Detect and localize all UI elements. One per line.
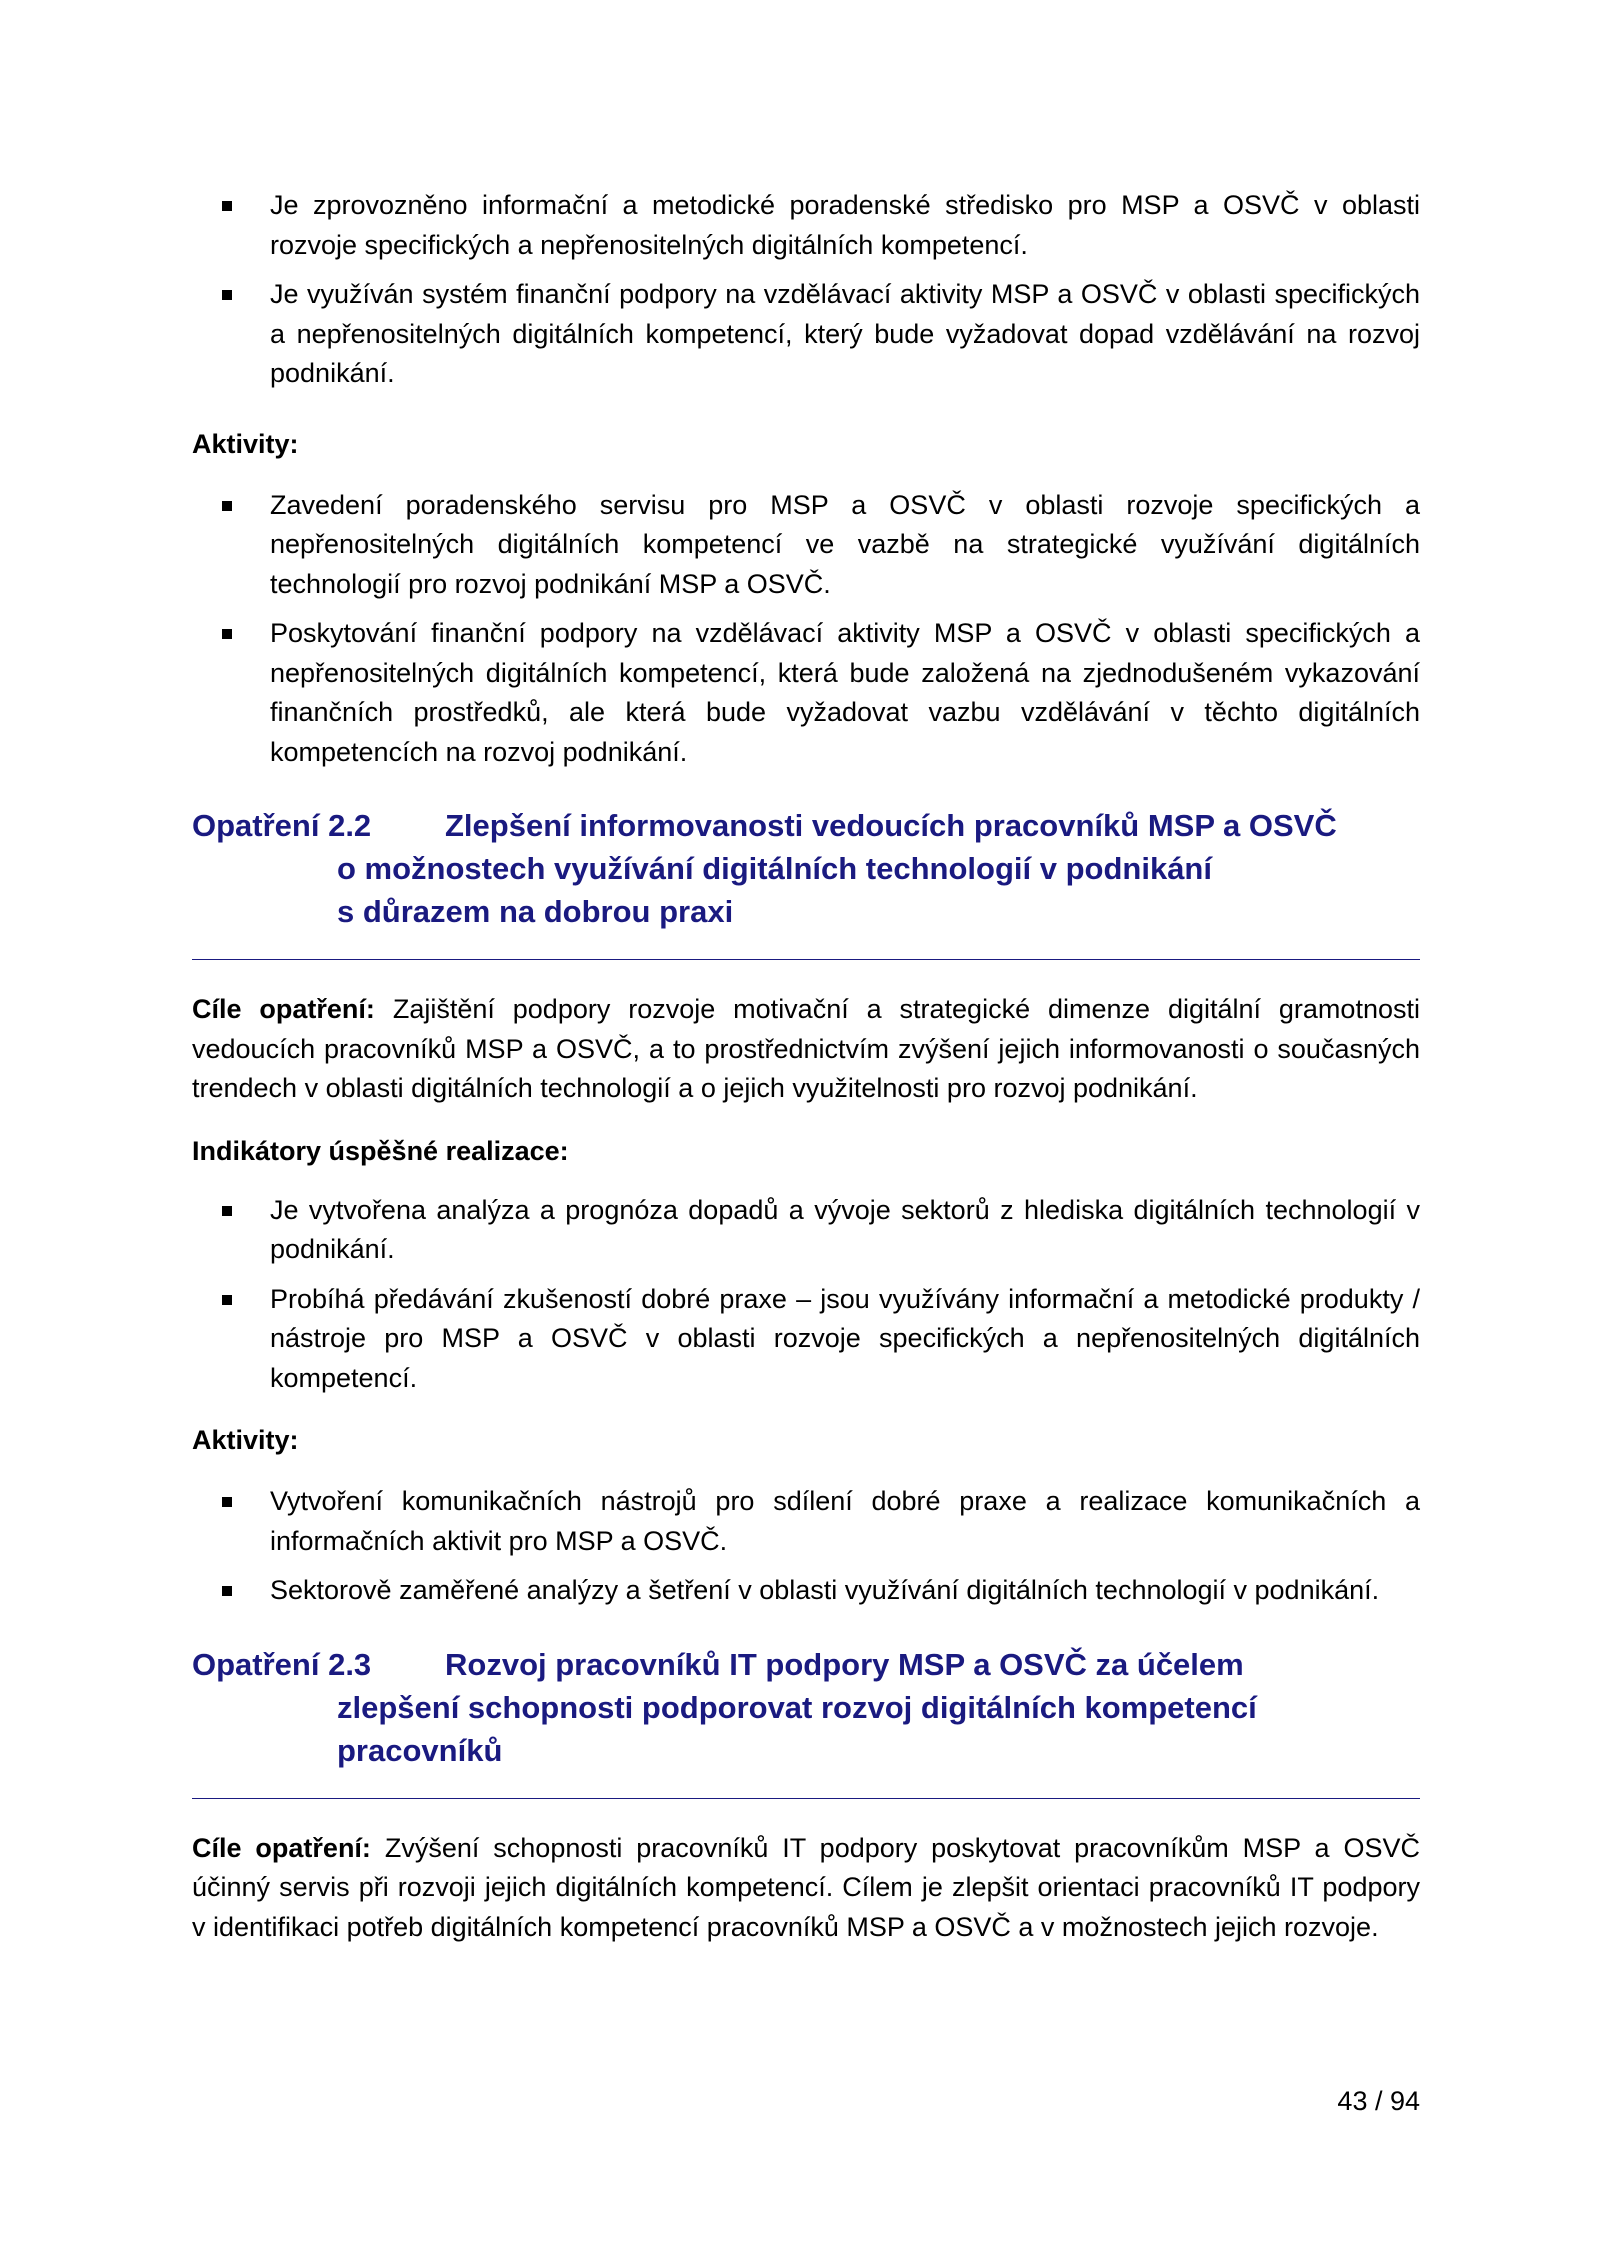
square-bullet-icon	[222, 629, 232, 639]
page-number: 43 / 94	[1337, 2086, 1420, 2116]
measure-number: Opatření 2.2	[192, 808, 372, 843]
square-bullet-icon	[222, 290, 232, 300]
list-item	[192, 1571, 1420, 1611]
measure-title-line: Rozvoj pracovníků IT podpory MSP a OSVČ za účelem	[445, 1646, 1244, 1682]
measure-title-line: Zlepšení informovanosti vedoucích pracovníků MSP a OSVČ	[445, 808, 1337, 843]
measure-2-3-heading	[192, 1643, 1420, 1772]
goal-label: Cíle opatření:	[192, 994, 375, 1024]
indicators-label: Indikátory úspěšné realizace:	[192, 1135, 569, 1166]
activities-label: Aktivity:	[192, 428, 299, 459]
bullet-text: Zavedení poradenského servisu pro MSP a OSVČ v oblasti rozvoje specifických a nepřenositelných digitálních kompetencí ve vazbě na strategické využívání digitálních technologií pro rozvoj podnikání MSP a OSVČ.	[270, 489, 1420, 599]
heading-divider	[192, 1798, 1420, 1799]
indicators-list	[192, 1191, 1420, 1399]
goal-label: Cíle opatření:	[192, 1832, 371, 1863]
square-bullet-icon	[222, 1206, 232, 1216]
top-bullet-list	[192, 186, 1420, 394]
bullet-text: Je zprovozněno informační a metodické poradenské středisko pro MSP a OSVČ v oblasti rozvoje specifických a nepřenositelných digitálních kompetencí.	[270, 190, 1420, 260]
square-bullet-icon	[222, 501, 232, 511]
measure-2-2-heading	[192, 804, 1420, 933]
heading-divider	[192, 959, 1420, 960]
activities-list	[192, 1482, 1420, 1611]
list-item	[192, 275, 1420, 394]
bullet-text: Sektorově zaměřené analýzy a šetření v oblasti využívání digitálních technologií v podnikání.	[270, 1575, 1380, 1605]
list-item	[192, 1482, 1420, 1561]
bullet-text: Je využíván systém finanční podpory na vzdělávací aktivity MSP a OSVČ v oblasti specifických a nepřenositelných digitálních kompetencí, který bude vyžadovat dopad vzdělávání na rozvoj podnikání.	[270, 279, 1420, 388]
measure-title-line: o možnostech využívání digitálních technologií v podnikání	[337, 851, 1212, 886]
goal-text: Zvýšení schopnosti pracovníků IT podpory poskytovat pracovníkům MSP a OSVČ účinný servis při rozvoji jejich digitálních kompetencí. Cílem je zlepšit orientaci pracovníků IT podpory v identifikaci potřeb digitálních kompetencí pracovníků MSP a OSVČ a v možnostech jejich rozvoje.	[192, 1832, 1420, 1942]
list-item	[192, 614, 1420, 772]
list-item	[192, 1280, 1420, 1399]
list-item	[192, 1191, 1420, 1270]
page-content	[192, 186, 1420, 1947]
goal-text: Zajištění podpory rozvoje motivační a strategické dimenze digitální gramotnosti vedoucích pracovníků MSP a OSVČ, a to prostřednictvím zvýšení jejich informovanosti o současných trendech v oblasti digitálních technologií a o jejich využitelnosti pro rozvoj podnikání.	[192, 994, 1420, 1103]
activities-list	[192, 486, 1420, 773]
list-item	[192, 186, 1420, 265]
square-bullet-icon	[222, 1497, 232, 1507]
goal-paragraph	[192, 1829, 1420, 1948]
bullet-text: Je vytvořena analýza a prognóza dopadů a vývoje sektorů z hlediska digitálních technologií v podnikání.	[270, 1194, 1420, 1264]
measure-title-line: s důrazem na dobrou praxi	[337, 894, 734, 929]
bullet-text: Poskytování finanční podpory na vzdělávací aktivity MSP a OSVČ v oblasti specifických a nepřenositelných digitálních kompetencí, která bude založená na zjednodušeném vykazování finančních prostředků, ale která bude vyžadovat vazbu vzdělávání v těchto digitálních kompetencích na rozvoj podnikání.	[270, 618, 1420, 767]
bullet-text: Vytvoření komunikačních nástrojů pro sdílení dobré praxe a realizace komunikačních a informačních aktivit pro MSP a OSVČ.	[270, 1486, 1420, 1556]
activities-label: Aktivity:	[192, 1425, 299, 1455]
bullet-text: Probíhá předávání zkušeností dobré praxe – jsou využívány informační a metodické produkty / nástroje pro MSP a OSVČ v oblasti rozvoje specifických a nepřenositelných digitálních kompetencí.	[270, 1283, 1420, 1393]
measure-title-line: zlepšení schopnosti podporovat rozvoj digitálních kompetencí	[337, 1689, 1257, 1725]
measure-number: Opatření 2.3	[192, 1646, 372, 1682]
square-bullet-icon	[222, 1586, 232, 1596]
list-item	[192, 486, 1420, 605]
goal-paragraph	[192, 990, 1420, 1109]
measure-title-line: pracovníků	[337, 1732, 503, 1768]
square-bullet-icon	[222, 1295, 232, 1305]
square-bullet-icon	[222, 201, 232, 211]
